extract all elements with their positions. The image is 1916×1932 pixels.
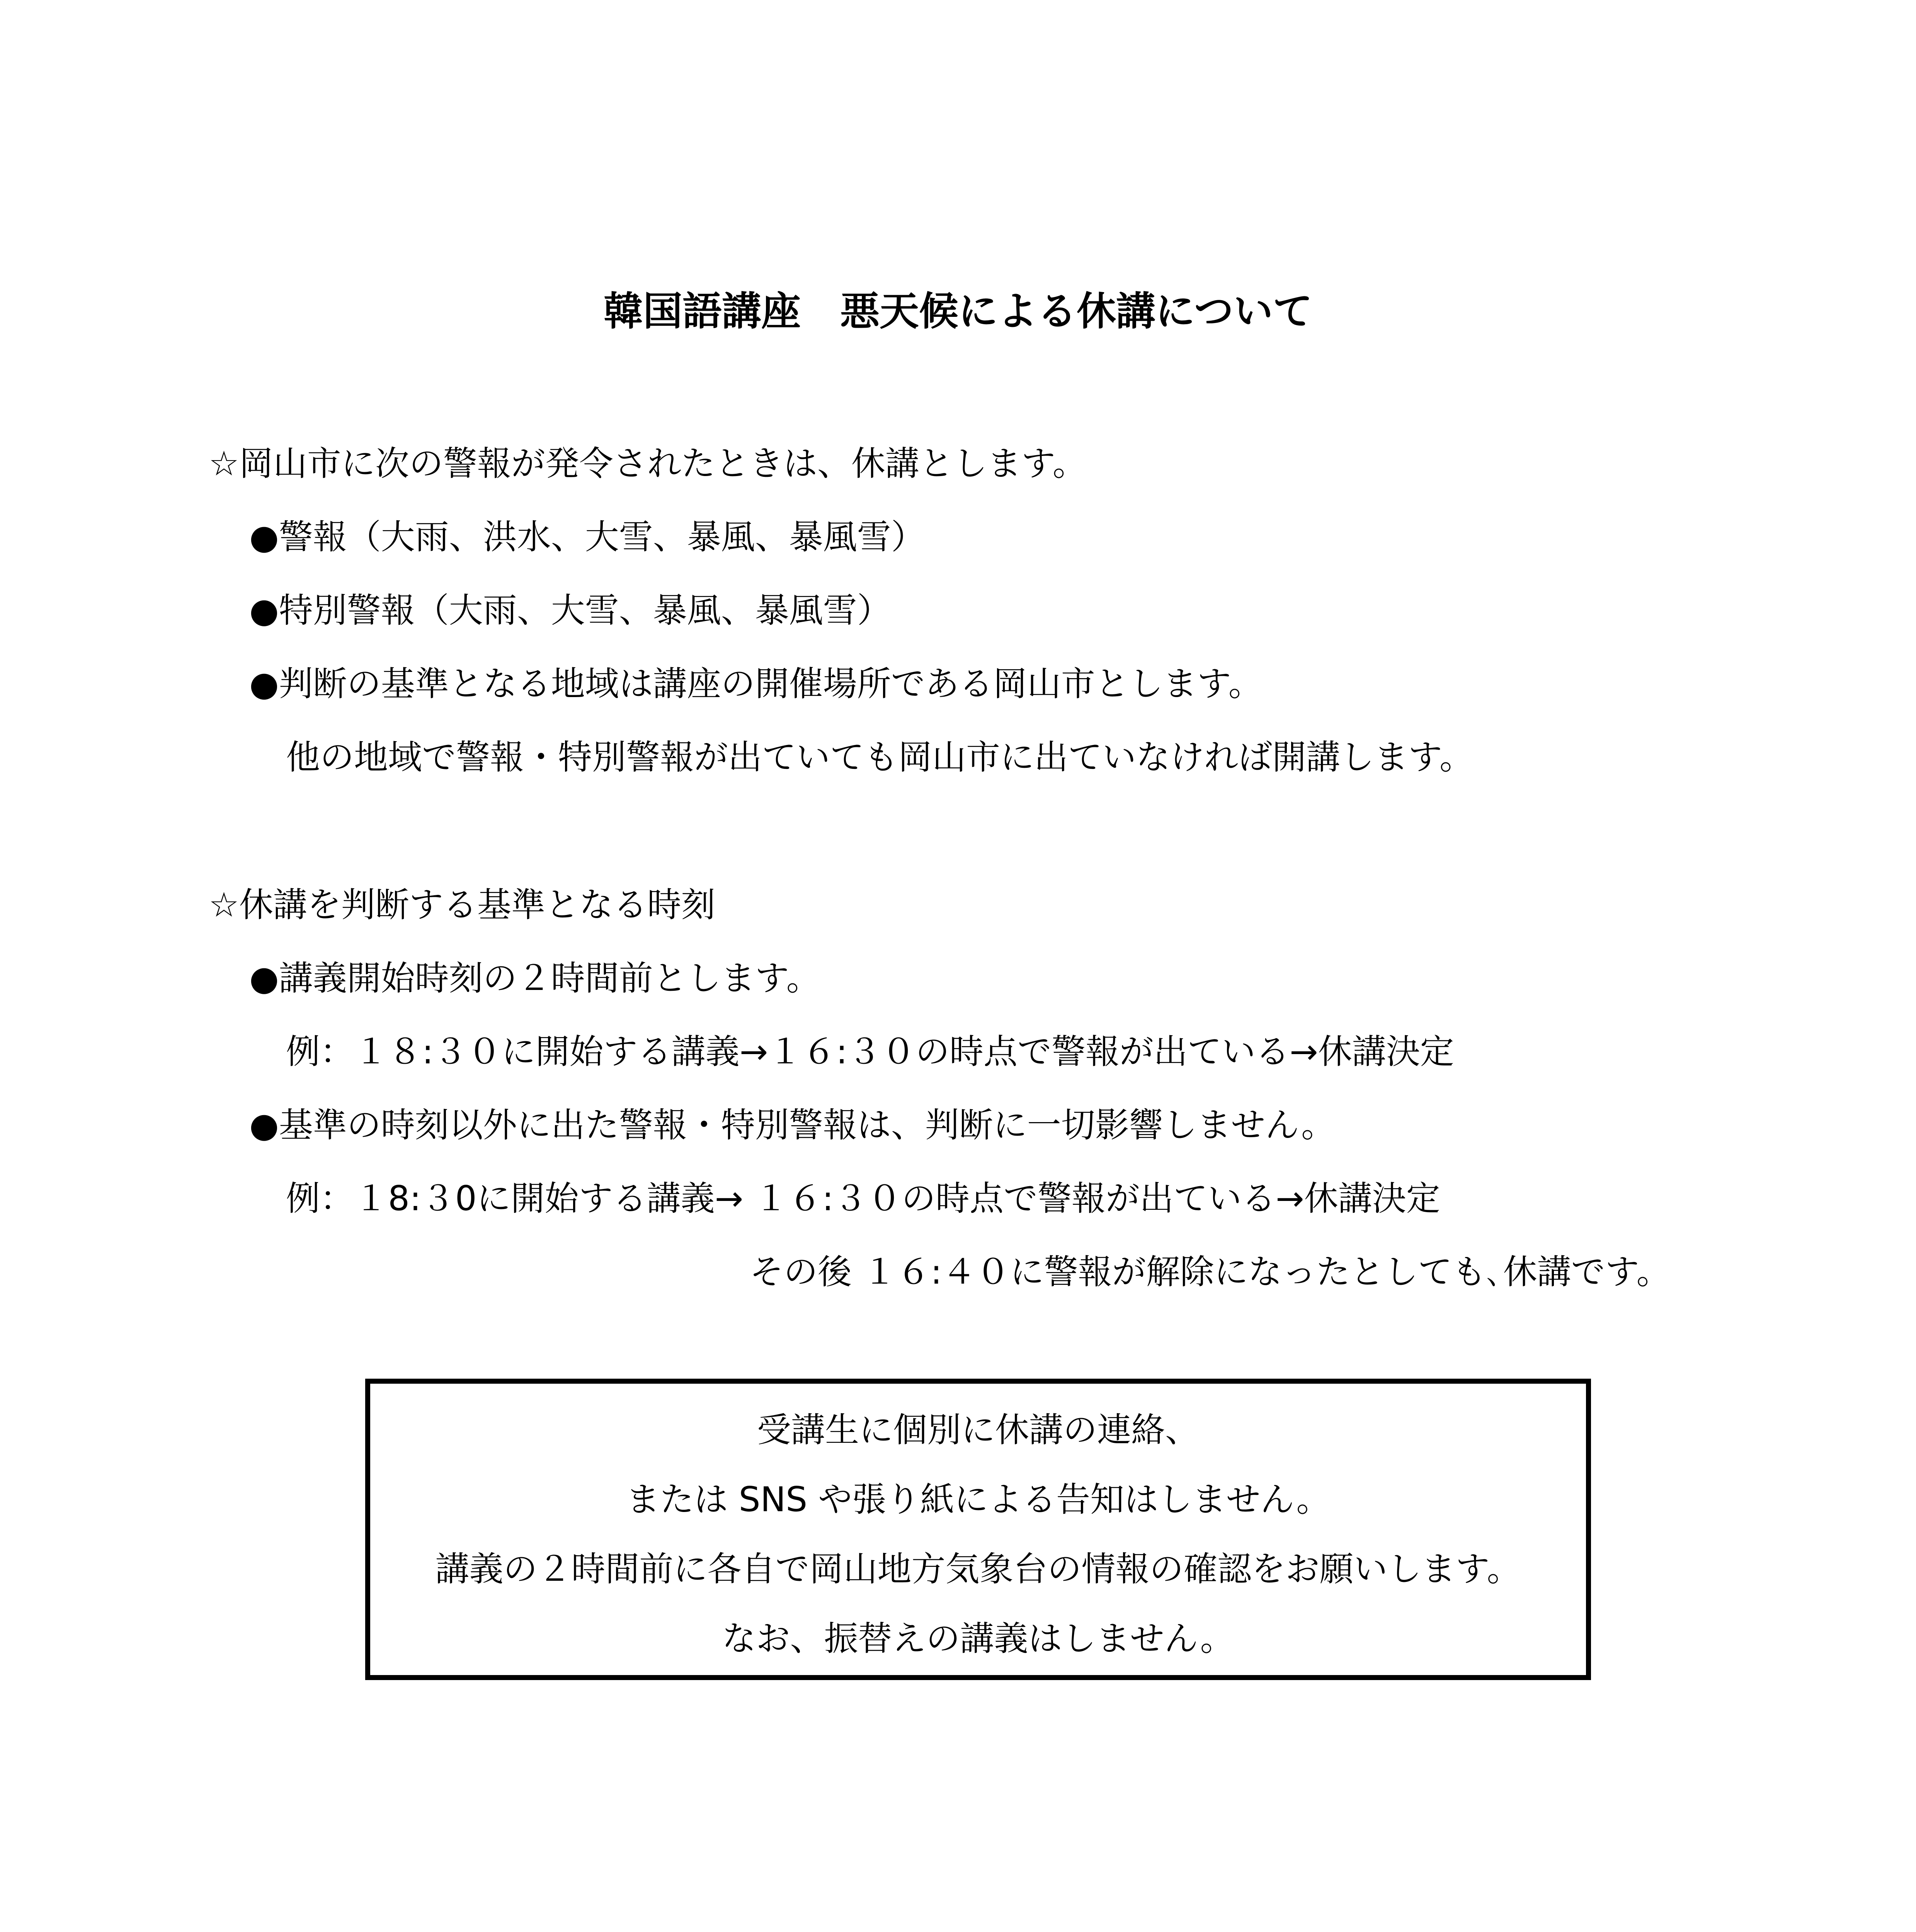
notice-line-4: なお、振替えの講義はしません。 (722, 1619, 1234, 1658)
section2-heading: ☆休講を判断する基準となる時刻 (209, 885, 715, 925)
section1-item-special-warnings: ●特別警報（大雨、大雪、暴風、暴風雪） (249, 590, 891, 630)
section1-item-warnings: ●警報（大雨、洪水、大雪、暴風、暴風雪） (249, 517, 925, 557)
section1-item-region: ●判断の基準となる地域は講座の開催場所である岡山市とします。 (249, 664, 1263, 704)
section1-note: 他の地域で警報・特別警報が出ていても岡山市に出ていなければ開講します。 (286, 737, 1474, 777)
notice-line-2: または SNS や張り紙による告知はしません。 (626, 1480, 1331, 1519)
section2-item-timing: ●講義開始時刻の２時間前とします。 (249, 958, 820, 998)
page-title: 韓国語講座 悪天候による休講について (604, 289, 1312, 335)
section2-example-1: 例：１８:３０に開始する講義→１６:３０の時点で警報が出ている→休講決定 (286, 1032, 1454, 1071)
notice-line-3: 講義の２時間前に各自で岡山地方気象台の情報の確認をお願いします。 (435, 1549, 1521, 1589)
notice-line-1: 受講生に個別に休講の連絡、 (757, 1410, 1199, 1450)
section2-example-2-continued: その後 １６:４０に警報が解除になったとしても､休講です。 (750, 1252, 1671, 1292)
section1-heading: ☆岡山市に次の警報が発令されたときは、休講とします。 (209, 444, 1087, 483)
notice-box (365, 1379, 1591, 1680)
section2-example-2: 例：１8:３0に開始する講義→ １６:３０の時点で警報が出ている→休講決定 (286, 1179, 1440, 1218)
section2-item-other-times: ●基準の時刻以外に出た警報・特別警報は、判断に一切影響しません。 (249, 1105, 1336, 1145)
